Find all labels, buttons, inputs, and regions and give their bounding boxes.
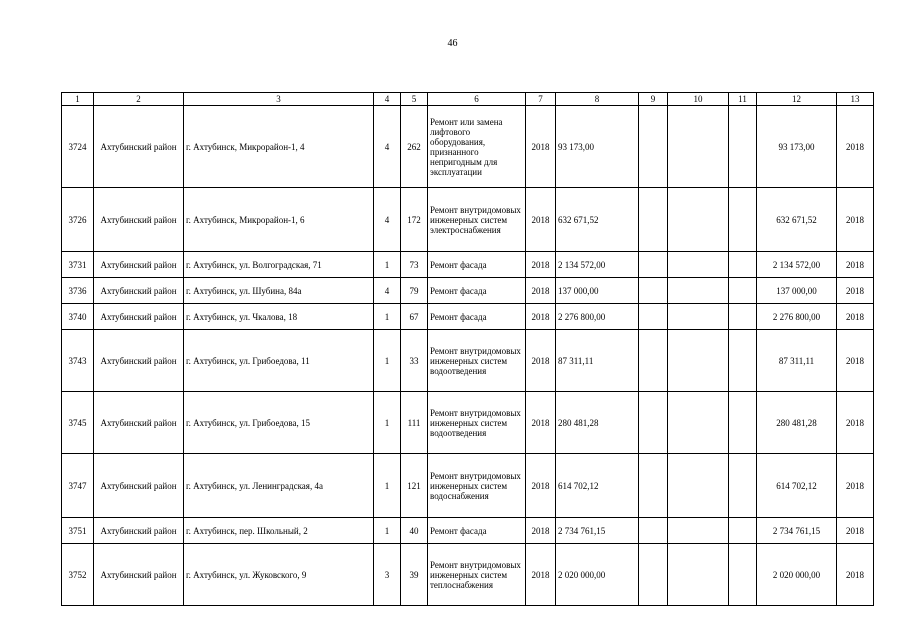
address-cell: г. Ахтубинск, ул. Грибоедова, 15 — [184, 392, 374, 454]
col11-cell — [729, 106, 757, 188]
col4-cell: 1 — [374, 392, 401, 454]
table-row — [62, 544, 874, 606]
col11-cell — [729, 188, 757, 252]
year-cell: 2018 — [526, 304, 556, 330]
cost-cell: 2 134 572,00 — [556, 252, 639, 278]
col9-cell — [639, 392, 668, 454]
col4-cell: 4 — [374, 278, 401, 304]
cost-cell: 2 734 761,15 — [556, 518, 639, 544]
address-cell: г. Ахтубинск, ул. Ленинградская, 4а — [184, 454, 374, 518]
address-cell: г. Ахтубинск, ул. Жуковского, 9 — [184, 544, 374, 606]
column-header: 3 — [184, 93, 374, 106]
col10-cell — [668, 330, 729, 392]
table-row — [62, 106, 874, 188]
column-header: 6 — [428, 93, 526, 106]
col5-cell: 39 — [401, 544, 428, 606]
col11-cell — [729, 304, 757, 330]
col10-cell — [668, 304, 729, 330]
col11-cell — [729, 392, 757, 454]
col11-cell — [729, 330, 757, 392]
work-type-cell: Ремонт внутридомовых инженерных систем электроснабжения — [428, 188, 526, 252]
capital-repair-table — [61, 92, 874, 606]
year-cell: 2018 — [526, 518, 556, 544]
total-cell: 2 734 761,15 — [757, 518, 837, 544]
address-cell: г. Ахтубинск, ул. Шубина, 84а — [184, 278, 374, 304]
work-type-cell: Ремонт фасада — [428, 278, 526, 304]
col13-cell: 2018 — [837, 106, 874, 188]
table-body — [62, 93, 874, 606]
col5-cell: 40 — [401, 518, 428, 544]
col13-cell: 2018 — [837, 330, 874, 392]
table-row — [62, 304, 874, 330]
address-cell: г. Ахтубинск, Микрорайон-1, 4 — [184, 106, 374, 188]
work-type-cell: Ремонт или замена лифтового оборудования, признанного непригодным для эксплуатации — [428, 106, 526, 188]
col9-cell — [639, 252, 668, 278]
row-id-cell: 3752 — [62, 544, 94, 606]
col10-cell — [668, 106, 729, 188]
column-header: 4 — [374, 93, 401, 106]
work-type-cell: Ремонт внутридомовых инженерных систем водоотведения — [428, 392, 526, 454]
col9-cell — [639, 330, 668, 392]
col5-cell: 73 — [401, 252, 428, 278]
col4-cell: 1 — [374, 252, 401, 278]
row-id-cell: 3743 — [62, 330, 94, 392]
district-cell: Ахтубинский район — [94, 188, 184, 252]
col10-cell — [668, 252, 729, 278]
column-header: 9 — [639, 93, 668, 106]
col13-cell: 2018 — [837, 304, 874, 330]
year-cell: 2018 — [526, 330, 556, 392]
cost-cell: 137 000,00 — [556, 278, 639, 304]
col9-cell — [639, 454, 668, 518]
row-id-cell: 3740 — [62, 304, 94, 330]
total-cell: 632 671,52 — [757, 188, 837, 252]
district-cell: Ахтубинский район — [94, 304, 184, 330]
district-cell: Ахтубинский район — [94, 106, 184, 188]
address-cell: г. Ахтубинск, ул. Чкалова, 18 — [184, 304, 374, 330]
column-header: 1 — [62, 93, 94, 106]
col4-cell: 1 — [374, 454, 401, 518]
column-header: 11 — [729, 93, 757, 106]
year-cell: 2018 — [526, 188, 556, 252]
col5-cell: 121 — [401, 454, 428, 518]
table-row — [62, 278, 874, 304]
col4-cell: 4 — [374, 106, 401, 188]
district-cell: Ахтубинский район — [94, 392, 184, 454]
col5-cell: 33 — [401, 330, 428, 392]
cost-cell: 614 702,12 — [556, 454, 639, 518]
column-header: 7 — [526, 93, 556, 106]
col4-cell: 1 — [374, 304, 401, 330]
col10-cell — [668, 454, 729, 518]
year-cell: 2018 — [526, 278, 556, 304]
col9-cell — [639, 106, 668, 188]
table-row — [62, 392, 874, 454]
cost-cell: 2 020 000,00 — [556, 544, 639, 606]
col5-cell: 79 — [401, 278, 428, 304]
col4-cell: 1 — [374, 330, 401, 392]
column-header: 2 — [94, 93, 184, 106]
row-id-cell: 3751 — [62, 518, 94, 544]
col9-cell — [639, 518, 668, 544]
col11-cell — [729, 454, 757, 518]
address-cell: г. Ахтубинск, пер. Школьный, 2 — [184, 518, 374, 544]
address-cell: г. Ахтубинск, ул. Грибоедова, 11 — [184, 330, 374, 392]
col13-cell: 2018 — [837, 454, 874, 518]
year-cell: 2018 — [526, 106, 556, 188]
col4-cell: 4 — [374, 188, 401, 252]
col5-cell: 172 — [401, 188, 428, 252]
col10-cell — [668, 544, 729, 606]
year-cell: 2018 — [526, 252, 556, 278]
col4-cell: 1 — [374, 518, 401, 544]
total-cell: 614 702,12 — [757, 454, 837, 518]
table-row — [62, 518, 874, 544]
col13-cell: 2018 — [837, 544, 874, 606]
row-id-cell: 3736 — [62, 278, 94, 304]
row-id-cell: 3745 — [62, 392, 94, 454]
col10-cell — [668, 518, 729, 544]
year-cell: 2018 — [526, 544, 556, 606]
col9-cell — [639, 544, 668, 606]
page-number: 46 — [447, 38, 458, 49]
row-id-cell: 3747 — [62, 454, 94, 518]
col9-cell — [639, 304, 668, 330]
district-cell: Ахтубинский район — [94, 518, 184, 544]
district-cell: Ахтубинский район — [94, 454, 184, 518]
col11-cell — [729, 518, 757, 544]
table-row — [62, 330, 874, 392]
work-type-cell: Ремонт фасада — [428, 252, 526, 278]
column-header: 13 — [837, 93, 874, 106]
district-cell: Ахтубинский район — [94, 330, 184, 392]
col10-cell — [668, 392, 729, 454]
col11-cell — [729, 252, 757, 278]
row-id-cell: 3731 — [62, 252, 94, 278]
col10-cell — [668, 188, 729, 252]
col13-cell: 2018 — [837, 252, 874, 278]
work-type-cell: Ремонт фасада — [428, 304, 526, 330]
cost-cell: 93 173,00 — [556, 106, 639, 188]
col11-cell — [729, 544, 757, 606]
row-id-cell: 3726 — [62, 188, 94, 252]
col13-cell: 2018 — [837, 278, 874, 304]
table-row — [62, 252, 874, 278]
total-cell: 93 173,00 — [757, 106, 837, 188]
year-cell: 2018 — [526, 392, 556, 454]
column-header: 8 — [556, 93, 639, 106]
district-cell: Ахтубинский район — [94, 544, 184, 606]
col10-cell — [668, 278, 729, 304]
work-type-cell: Ремонт фасада — [428, 518, 526, 544]
cost-cell: 87 311,11 — [556, 330, 639, 392]
column-header: 12 — [757, 93, 837, 106]
column-header: 10 — [668, 93, 729, 106]
year-cell: 2018 — [526, 454, 556, 518]
col13-cell: 2018 — [837, 392, 874, 454]
total-cell: 280 481,28 — [757, 392, 837, 454]
table-row — [62, 188, 874, 252]
work-type-cell: Ремонт внутридомовых инженерных систем теплоснабжения — [428, 544, 526, 606]
col13-cell: 2018 — [837, 188, 874, 252]
district-cell: Ахтубинский район — [94, 278, 184, 304]
col4-cell: 3 — [374, 544, 401, 606]
total-cell: 2 134 572,00 — [757, 252, 837, 278]
cost-cell: 280 481,28 — [556, 392, 639, 454]
row-id-cell: 3724 — [62, 106, 94, 188]
column-number-row — [62, 93, 874, 106]
column-header: 5 — [401, 93, 428, 106]
address-cell: г. Ахтубинск, Микрорайон-1, 6 — [184, 188, 374, 252]
total-cell: 2 276 800,00 — [757, 304, 837, 330]
col13-cell: 2018 — [837, 518, 874, 544]
col5-cell: 262 — [401, 106, 428, 188]
total-cell: 137 000,00 — [757, 278, 837, 304]
col9-cell — [639, 188, 668, 252]
address-cell: г. Ахтубинск, ул. Волгоградская, 71 — [184, 252, 374, 278]
work-type-cell: Ремонт внутридомовых инженерных систем водоотведения — [428, 330, 526, 392]
col11-cell — [729, 278, 757, 304]
table-row — [62, 454, 874, 518]
col5-cell: 67 — [401, 304, 428, 330]
total-cell: 2 020 000,00 — [757, 544, 837, 606]
district-cell: Ахтубинский район — [94, 252, 184, 278]
cost-cell: 2 276 800,00 — [556, 304, 639, 330]
col9-cell — [639, 278, 668, 304]
total-cell: 87 311,11 — [757, 330, 837, 392]
work-type-cell: Ремонт внутридомовых инженерных систем водоснабжения — [428, 454, 526, 518]
cost-cell: 632 671,52 — [556, 188, 639, 252]
col5-cell: 111 — [401, 392, 428, 454]
